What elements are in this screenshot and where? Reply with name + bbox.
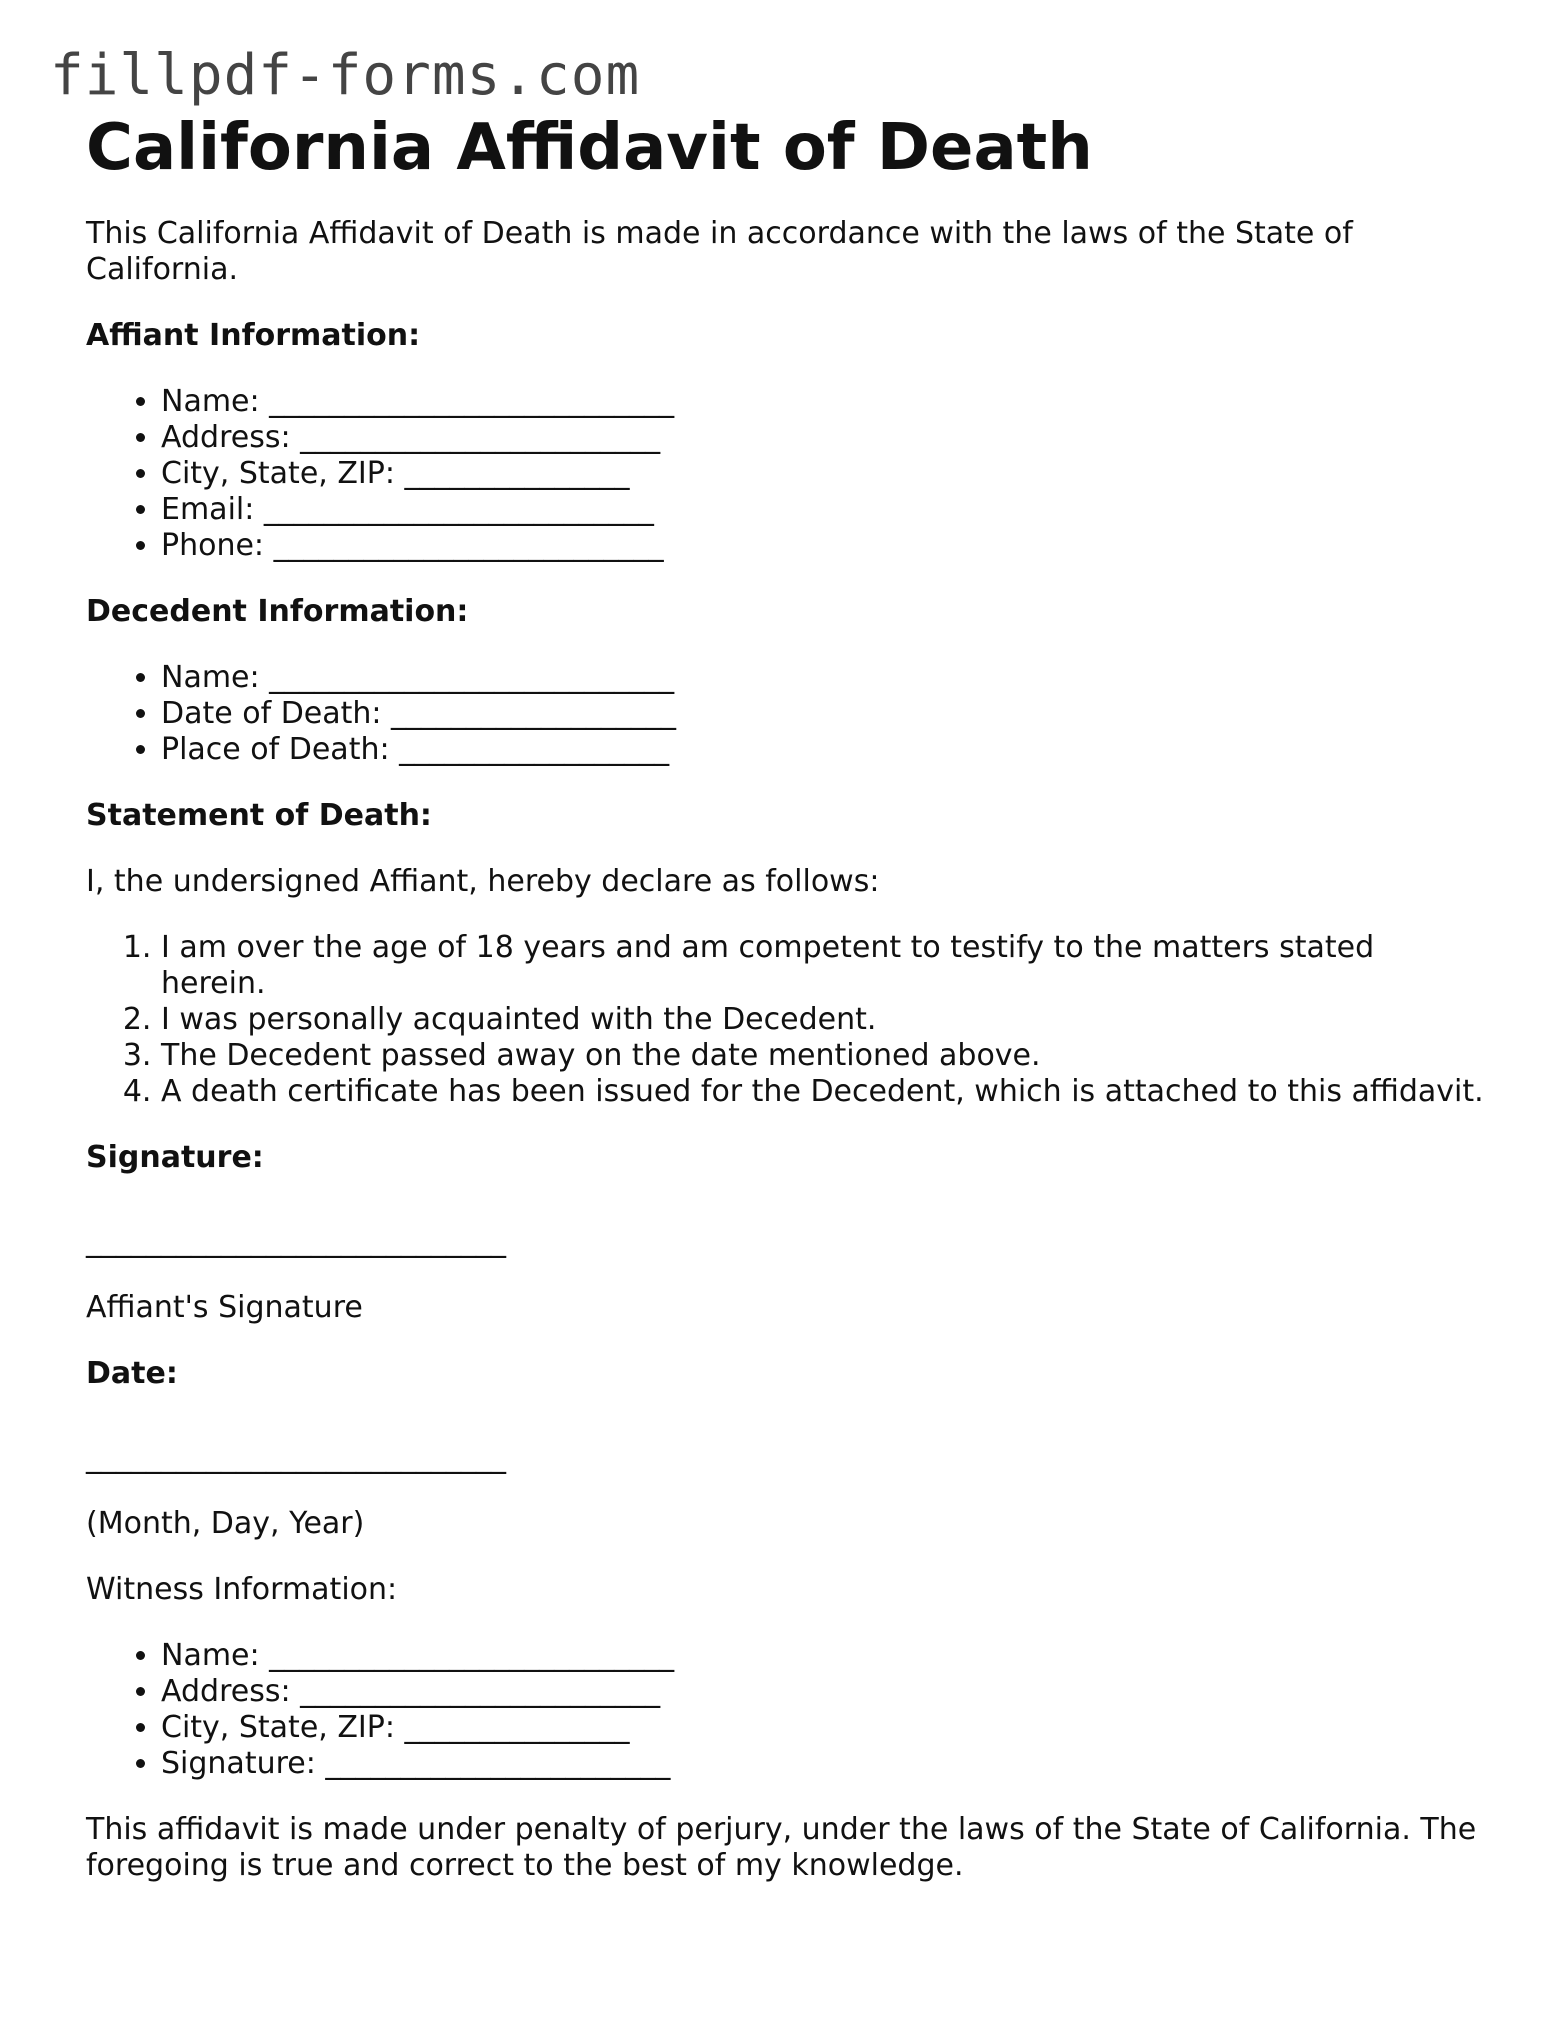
statement-item: 2. I was personally acquainted with the Decedent. — [161, 1002, 1486, 1038]
date-caption: (Month, Day, Year) — [86, 1506, 365, 1541]
affiant-name-field[interactable]: • Name: ___________________________ — [161, 384, 1486, 420]
decedent-place-of-death-field[interactable]: • Place of Death: __________________ — [161, 732, 1486, 768]
statement-item: 4. A death certificate has been issued for the Decedent, which is attached to this affidavit. — [161, 1074, 1486, 1110]
affiant-phone-field[interactable]: • Phone: __________________________ — [161, 528, 1486, 564]
affiant-address-field[interactable]: • Address: ________________________ — [161, 420, 1486, 456]
decedent-heading: Decedent Information: — [86, 594, 469, 629]
witness-city-state-zip-field[interactable]: • City, State, ZIP: _______________ — [161, 1710, 1486, 1746]
statement-list — [86, 930, 1486, 1110]
document-page — [86, 108, 1486, 1884]
signature-line[interactable]: ____________________________ — [86, 1224, 506, 1259]
affiant-fields-list — [86, 384, 1486, 564]
intro-paragraph: This California Affidavit of Death is made in accordance with the laws of the State of California. — [86, 216, 1353, 287]
date-heading: Date: — [86, 1356, 178, 1391]
witness-fields-list — [86, 1638, 1486, 1782]
statement-heading: Statement of Death: — [86, 798, 432, 833]
witness-name-field[interactable]: • Name: ___________________________ — [161, 1638, 1486, 1674]
watermark: fillpdf-forms.com — [50, 43, 641, 108]
signature-heading: Signature: — [86, 1140, 264, 1175]
statement-item: 3. The Decedent passed away on the date mentioned above. — [161, 1038, 1486, 1074]
statement-intro: I, the undersigned Affiant, hereby declare as follows: — [86, 864, 880, 899]
affiant-city-state-zip-field[interactable]: • City, State, ZIP: _______________ — [161, 456, 1486, 492]
date-line[interactable]: ____________________________ — [86, 1440, 506, 1475]
witness-heading: Witness Information: — [86, 1572, 398, 1607]
affiant-heading: Affiant Information: — [86, 318, 421, 353]
signature-caption: Affiant's Signature — [86, 1290, 363, 1325]
affiant-email-field[interactable]: • Email: __________________________ — [161, 492, 1486, 528]
decedent-fields-list — [86, 660, 1486, 768]
witness-signature-field[interactable]: • Signature: _______________________ — [161, 1746, 1486, 1782]
closing-paragraph: This affidavit is made under penalty of perjury, under the laws of the State of California. The foregoing is true and correct to the best of my knowledge. — [86, 1812, 1477, 1883]
document-title: California Affidavit of Death — [86, 111, 1093, 185]
statement-item: 1. I am over the age of 18 years and am competent to testify to the matters stated herein. — [161, 930, 1486, 1002]
decedent-date-of-death-field[interactable]: • Date of Death: ___________________ — [161, 696, 1486, 732]
decedent-name-field[interactable]: • Name: ___________________________ — [161, 660, 1486, 696]
witness-address-field[interactable]: • Address: ________________________ — [161, 1674, 1486, 1710]
